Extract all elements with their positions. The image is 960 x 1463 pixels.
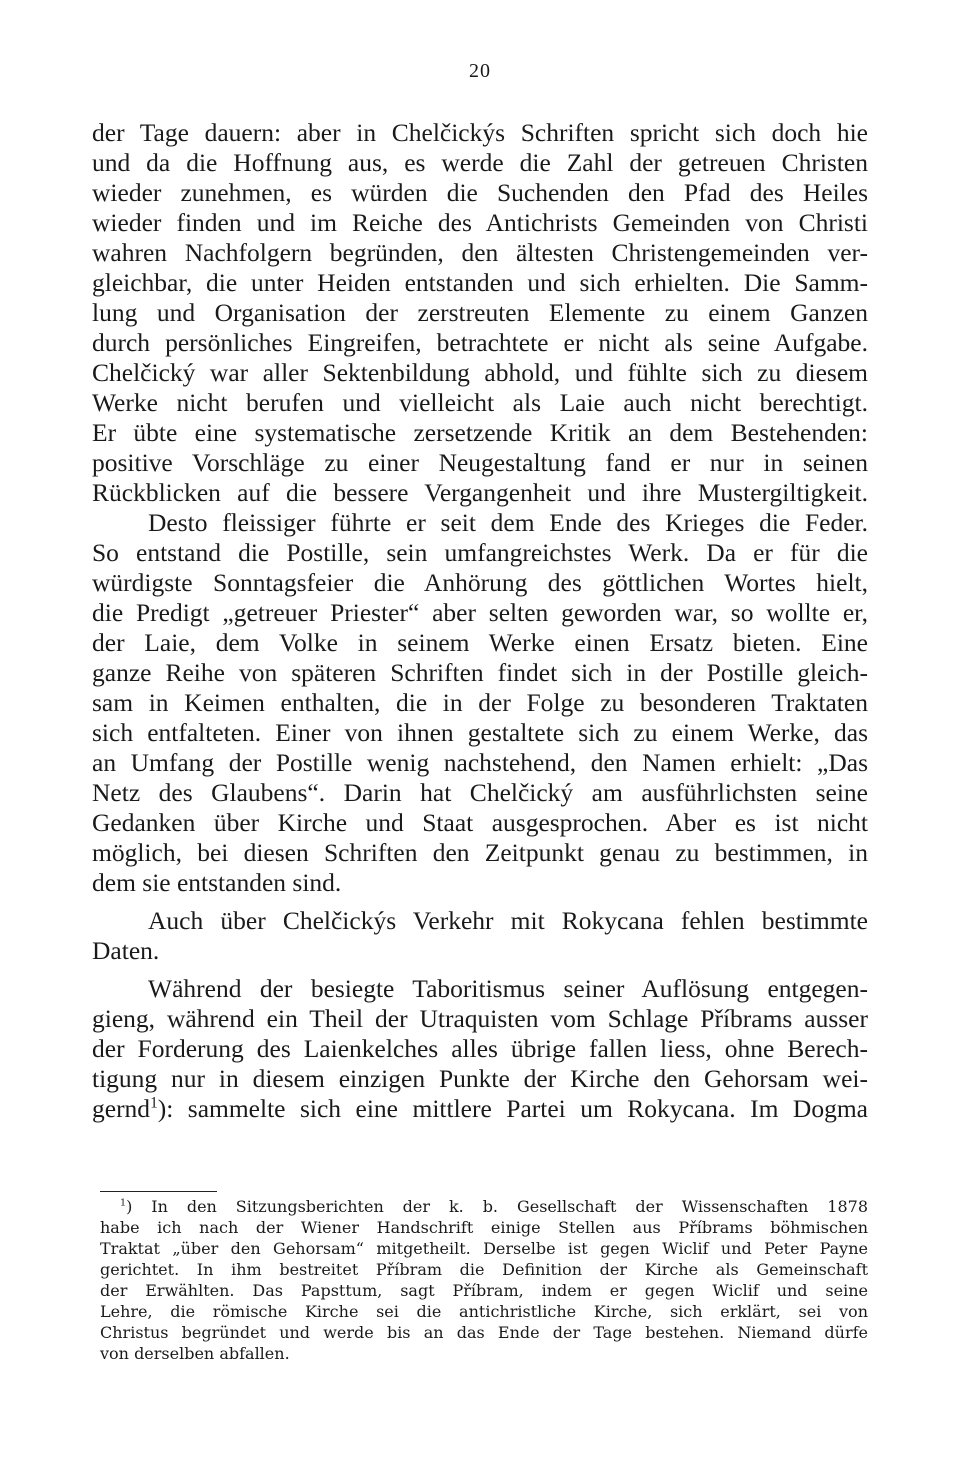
text-line: Werke nicht berufen und vielleicht als Laie auch nicht berechtigt. xyxy=(92,388,868,417)
text-line: wieder finden und im Reiche des Antichrists Gemeinden von Christi xyxy=(92,208,868,237)
page-number: 20 xyxy=(469,60,491,82)
text-line: Rückblicken auf die bessere Vergangenheit und ihre Mustergiltigkeit. xyxy=(92,478,868,507)
text-line: Chelčický war aller Sektenbildung abhold, und fühlte sich zu diesem xyxy=(92,358,868,387)
text-line: positive Vorschläge zu einer Neugestaltung fand er nur in seinen xyxy=(92,448,868,477)
footnote-line: Lehre, die römische Kirche sei die antichristliche Kirche, sich erklärt, sei von xyxy=(100,1302,868,1321)
text-line: gieng, während ein Theil der Utraquisten vom Schlage Příbrams ausser xyxy=(92,1004,868,1033)
text-line: ganze Reihe von späteren Schriften findet sich in der Postille gleich- xyxy=(92,658,868,687)
footnote-line: der Erwählten. Das Papsttum, sagt Příbram, indem er gegen Wiclif und seine xyxy=(100,1281,868,1300)
text-line: durch persönliches Eingreifen, betrachtete er nicht als seine Aufgabe. xyxy=(92,328,868,357)
footnote-line: habe ich nach der Wiener Handschrift einige Stellen aus Příbrams böhmischen xyxy=(100,1218,868,1237)
text-line: sich entfalteten. Einer von ihnen gestaltete sich zu einem Werke, das xyxy=(92,718,868,747)
text-line: Daten. xyxy=(92,936,160,965)
text-line: der Laie, dem Volke in seinem Werke einen Ersatz bieten. Eine xyxy=(92,628,868,657)
text-line: die Predigt „getreuer Priester“ aber selten geworden war, so wollte er, xyxy=(92,598,868,627)
text-line: So entstand die Postille, sein umfangreichstes Werk. Da er für die xyxy=(92,538,868,567)
footnote-line: Traktat „über den Gehorsam“ mitgetheilt. Derselbe ist gegen Wiclif und Peter Payne xyxy=(100,1239,868,1258)
text-fragment: ): sammelte sich eine mittlere Partei um Rokycana. Im Dogma xyxy=(157,1094,868,1123)
footnote-divider xyxy=(100,1191,217,1192)
footnote-line: von derselben abfallen. xyxy=(100,1344,290,1363)
text-line: der Tage dauern: aber in Chelčickýs Schriften spricht sich doch hie xyxy=(92,118,868,147)
text-fragment: gernd xyxy=(92,1094,151,1123)
text-line: wieder zunehmen, es würden die Suchenden den Pfad des Heiles xyxy=(92,178,868,207)
text-fragment: ) In den Sitzungsberichten der k. b. Gesellschaft der Wissenschaften 1878 xyxy=(126,1197,868,1216)
text-line: dem sie entstanden sind. xyxy=(92,868,342,897)
text-line: würdigste Sonntagsfeier die Anhörung des göttlichen Wortes hielt, xyxy=(92,568,868,597)
text-line xyxy=(92,1094,868,1124)
text-line: Desto fleissiger führte er seit dem Ende des Krieges die Feder. xyxy=(148,508,868,537)
text-line: tigung nur in diesem einzigen Punkte der Kirche den Gehorsam wei- xyxy=(92,1064,868,1093)
text-line: sam in Keimen enthalten, die in der Folge zu besonderen Traktaten xyxy=(92,688,868,717)
text-line: und da die Hoffnung aus, es werde die Zahl der getreuen Christen xyxy=(92,148,868,177)
text-line: Gedanken über Kirche und Staat ausgesprochen. Aber es ist nicht xyxy=(92,808,868,837)
text-line: Er übte eine systematische zersetzende Kritik an dem Bestehenden: xyxy=(92,418,868,447)
footnote-line: gerichtet. In ihm bestreitet Příbram die Definition der Kirche als Gemeinschaft xyxy=(100,1260,868,1279)
text-line: Auch über Chelčickýs Verkehr mit Rokycana fehlen bestimmte xyxy=(148,906,868,935)
footnote-marker: 1 xyxy=(120,1197,127,1209)
text-line: wahren Nachfolgern begründen, den ältesten Christengemeinden ver- xyxy=(92,238,868,267)
footnote-reference: 1 xyxy=(150,1094,158,1112)
text-line: Netz des Glaubens“. Darin hat Chelčický am ausführlichsten seine xyxy=(92,778,868,807)
text-line: Während der besiegte Taboritismus seiner Auflösung entgegen- xyxy=(148,974,868,1003)
footnote-line xyxy=(100,1196,868,1217)
text-line: an Umfang der Postille wenig nachstehend, den Namen erhielt: „Das xyxy=(92,748,868,777)
text-line: lung und Organisation der zerstreuten Elemente zu einem Ganzen xyxy=(92,298,868,327)
main-text xyxy=(92,118,868,1124)
text-line: gleichbar, die unter Heiden entstanden und sich erhielten. Die Samm- xyxy=(92,268,868,297)
text-line: möglich, bei diesen Schriften den Zeitpunkt genau zu bestimmen, in xyxy=(92,838,868,867)
footnotes xyxy=(100,1196,868,1364)
footnote-line: Christus begründet und werde bis an das Ende der Tage bestehen. Niemand dürfe xyxy=(100,1323,868,1342)
text-line: der Forderung des Laienkelches alles übrige fallen liess, ohne Berech- xyxy=(92,1034,868,1063)
